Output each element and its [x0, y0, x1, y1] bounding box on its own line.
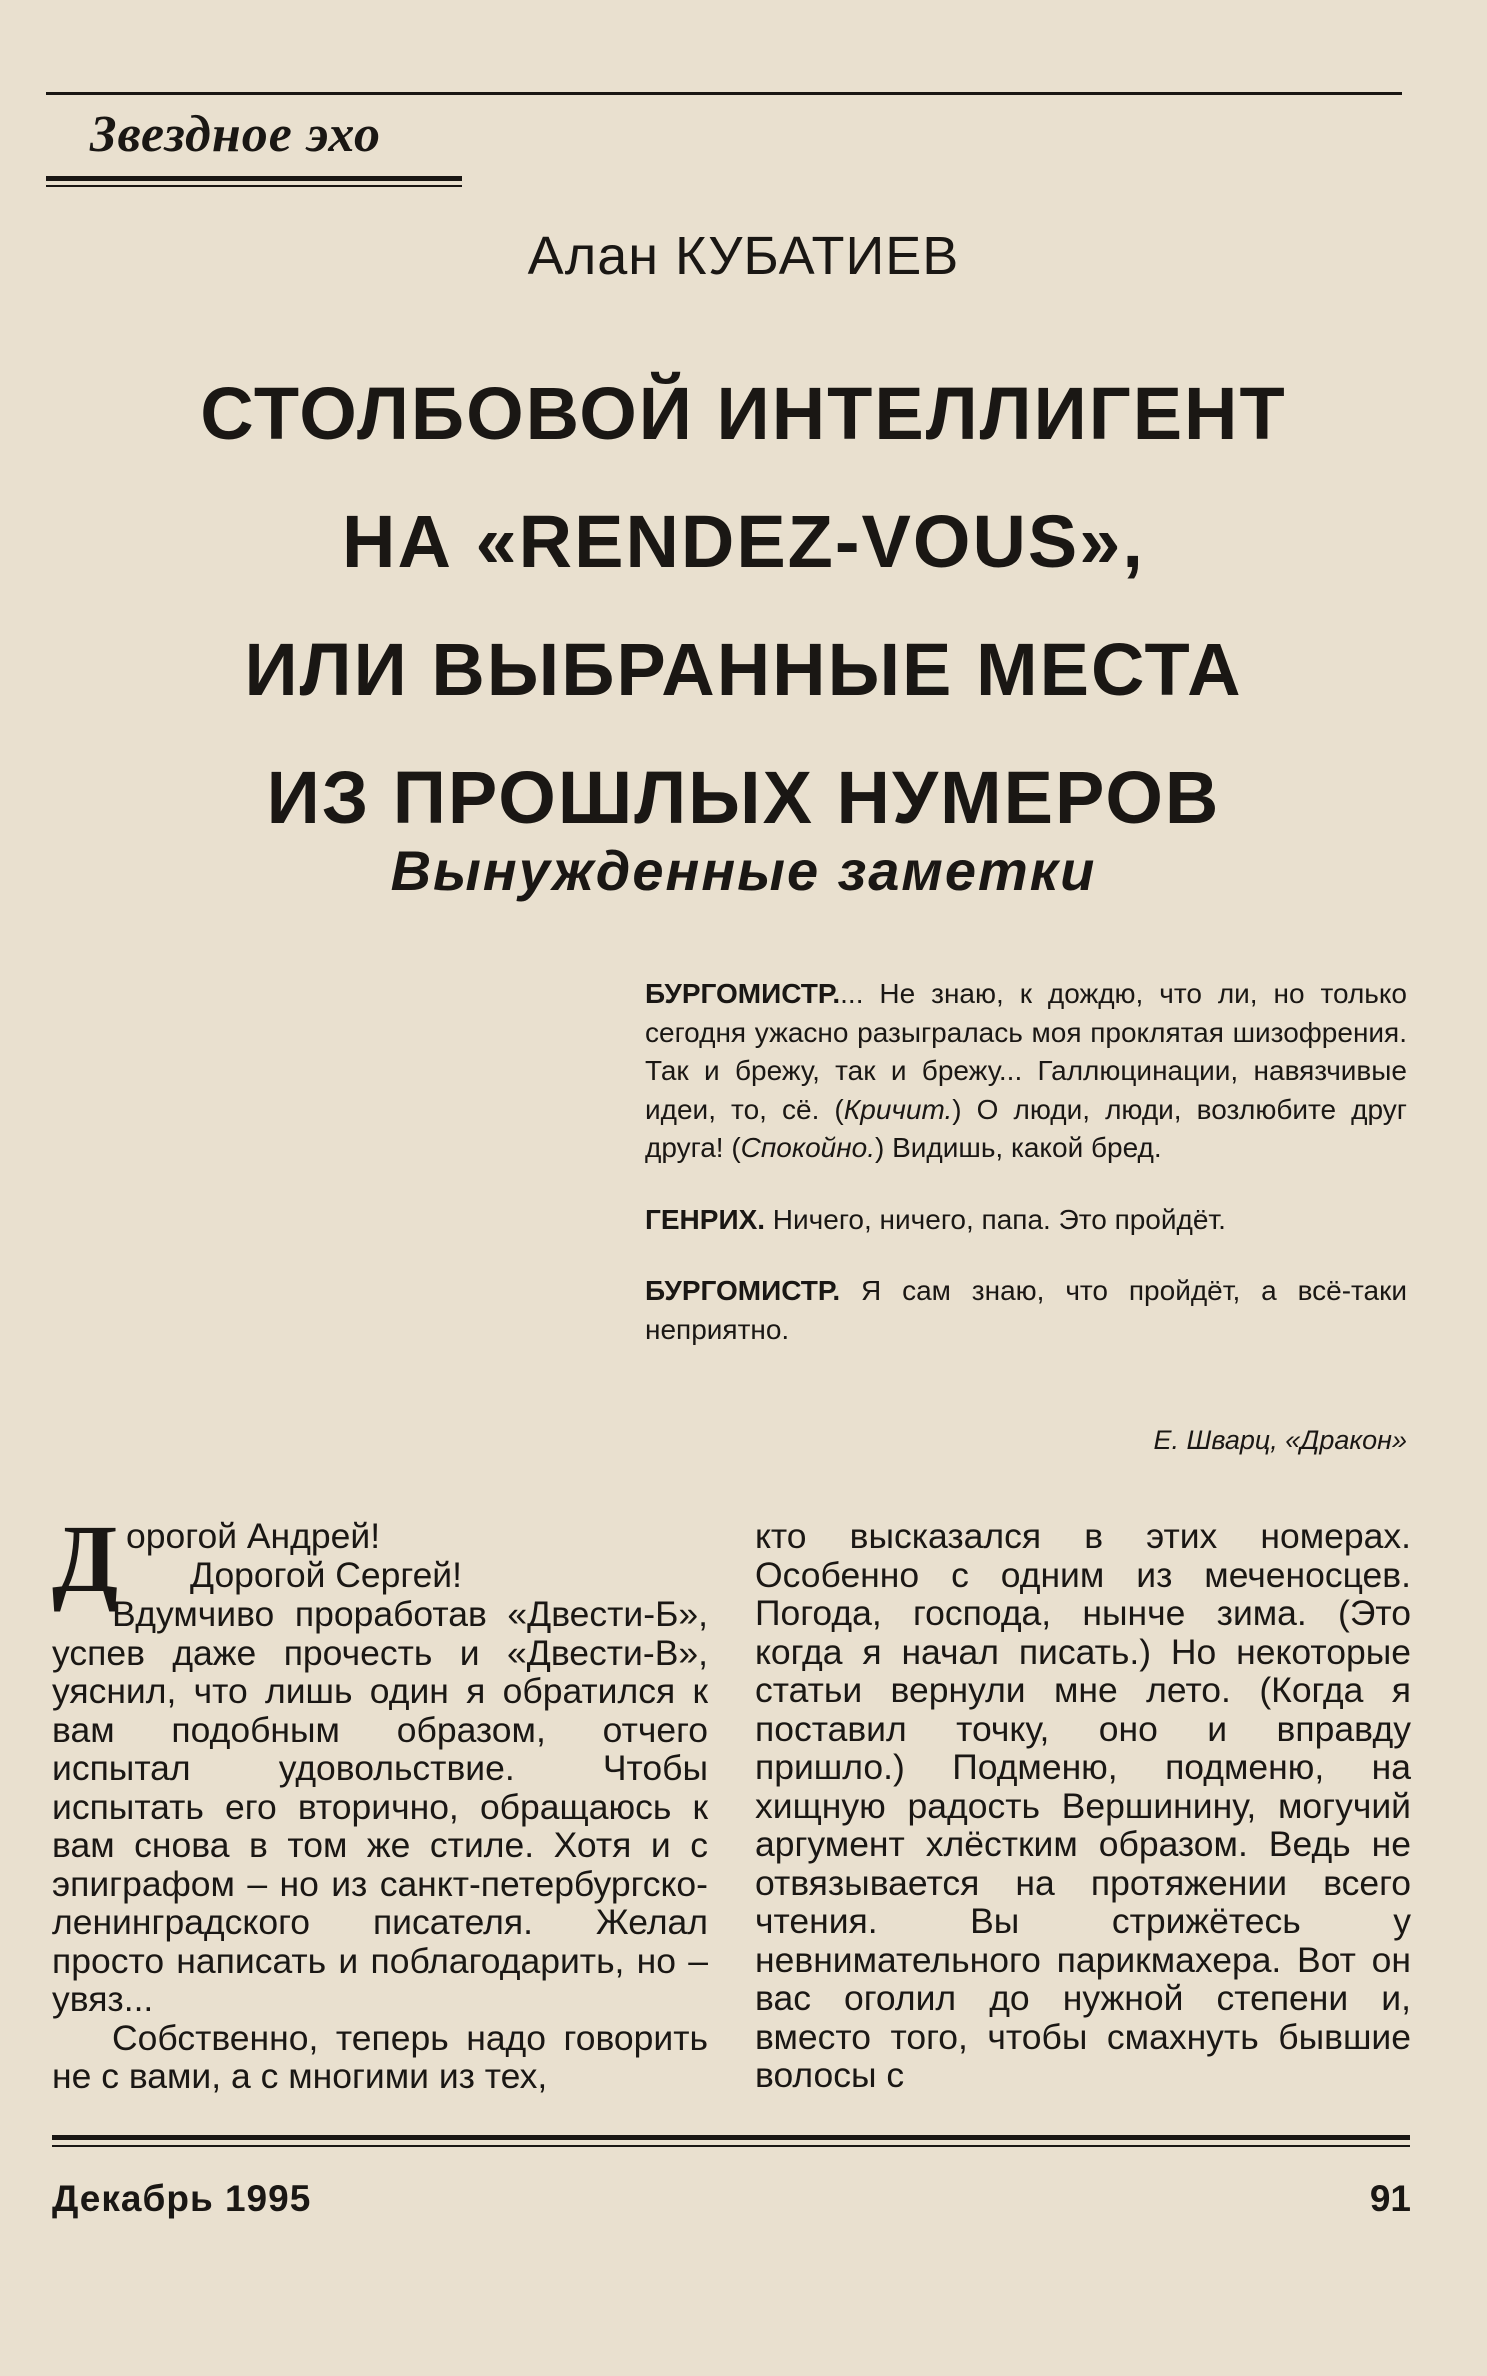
- section-heading: Звездное эхо: [90, 106, 382, 163]
- epigraph-text: Я сам знаю, что пройдёт, а всё-таки неприятно.: [645, 1275, 1407, 1345]
- speaker-name: БУРГОМИСТР.: [645, 1275, 841, 1306]
- body-paragraph: Собственно, теперь надо говорить не с вами, а с многими из тех,: [52, 2017, 708, 2096]
- section-underline: [46, 176, 462, 181]
- top-rule: [46, 92, 1402, 95]
- section-underline-thin: [46, 185, 462, 187]
- issue-date: Декабрь 1995: [52, 2178, 312, 2219]
- epigraph-text: Ничего, ничего, папа. Это пройдёт.: [765, 1203, 1226, 1235]
- body-paragraph: кто высказался в этих номерах. Особенно с одним из меченосцев. Погода, господа, нынче зима. (Это когда я начал писать.) Но некоторые статьи вернули мне лето. (Когда я поставил точку, оно и вправду пришло.) Подменю, подменю, на хищную радость Вершинину, могучий аргумент хлёстким образом. Ведь не отвязывается на протяжении всего чтения. Вы стрижётесь у невнимательного парикмахера. Вот он вас оголил до нужной степени и, вместо того, чтобы смахнуть бывшие волосы с: [755, 1516, 1411, 2095]
- body-column-right: [755, 1517, 1411, 2095]
- article-subtitle: Вынужденные заметки: [390, 839, 1097, 902]
- epigraph-text: ) О люди, люди, возлюбите друг друга! (: [645, 1093, 1407, 1163]
- title-line: СТОЛБОВОЙ ИНТЕЛЛИГЕНТ: [200, 372, 1287, 455]
- greeting-line: Дорогой Сергей!: [190, 1554, 463, 1595]
- epigraph-paragraph: [645, 975, 1407, 1168]
- title-line: НА «RENDEZ-VOUS»,: [342, 500, 1145, 583]
- footer-rule: [52, 2135, 1410, 2140]
- title-line: ИЛИ ВЫБРАННЫЕ МЕСТА: [244, 628, 1243, 711]
- speaker-name: БУРГОМИСТР.: [645, 978, 841, 1009]
- greeting-text: орогой Андрей!: [126, 1516, 381, 1556]
- stage-direction: Спокойно.: [740, 1132, 875, 1163]
- epigraph: [645, 975, 1407, 1382]
- footer-rule-thin: [52, 2145, 1410, 2147]
- body-paragraph: Вдумчиво проработав «Двести-Б», успев даже прочесть и «Двести-В», уяснил, что лишь один я обратился к вам подобным образом, отчего испытал удовольствие. Чтобы испытать его вторично, обращаюсь к вам снова в том же стиле. Хотя и с эпиграфом – но из санкт-петербургско-ленинградского писателя. Желал просто написать и поблагодарить, но – увяз...: [52, 1594, 708, 2019]
- epigraph-paragraph: [645, 1272, 1407, 1349]
- epigraph-text: ) Видишь, какой бред.: [874, 1132, 1162, 1163]
- stage-direction: Кричит.: [843, 1093, 953, 1125]
- speaker-name: ГЕНРИХ.: [645, 1203, 766, 1235]
- epigraph-paragraph: [645, 1201, 1407, 1240]
- body-column-left: [52, 1505, 708, 2096]
- epigraph-source: Е. Шварц, «Дракон»: [1153, 1425, 1407, 1455]
- drop-cap: Д: [52, 1505, 119, 1612]
- article-author: Алан КУБАТИЕВ: [527, 226, 960, 286]
- page-number: 91: [1369, 2178, 1411, 2219]
- title-line: ИЗ ПРОШЛЫХ НУМЕРОВ: [266, 756, 1221, 839]
- epigraph-text: ... Не знаю, к дождю, что ли, но только сегодня ужасно разыгралась моя проклятая шизофрения. Так и брежу, так и брежу... Галлюцинации, навязчивые идеи, то, сё. (: [645, 978, 1407, 1125]
- article-title: [150, 350, 1337, 862]
